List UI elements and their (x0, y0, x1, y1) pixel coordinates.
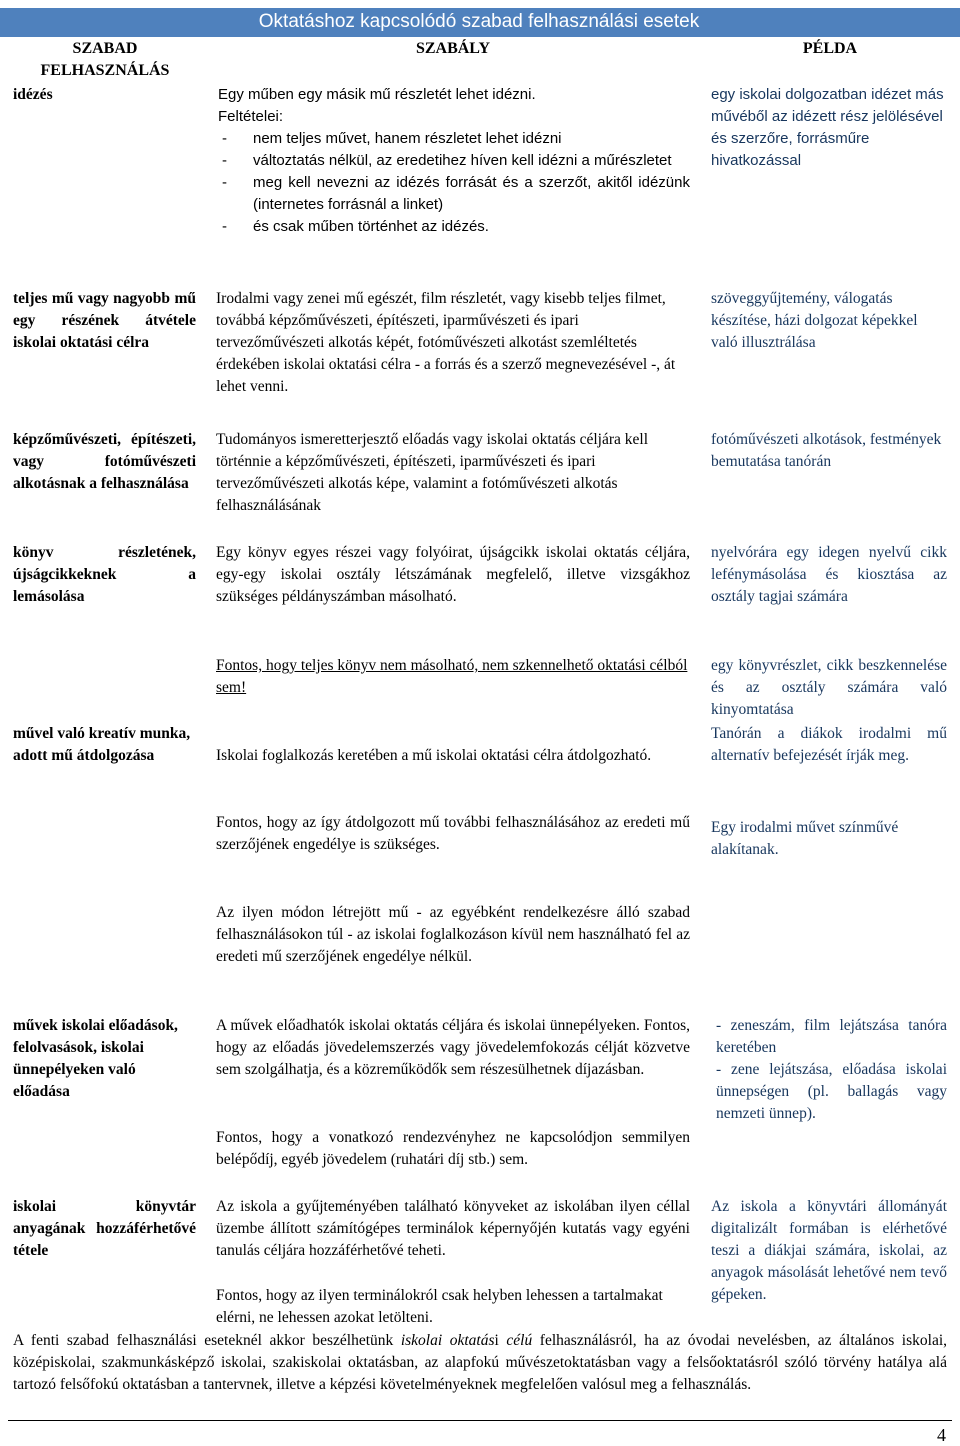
column-header-use: SZABAD FELHASZNÁLÁS (40, 40, 170, 79)
footnote-text: felhasználásról, ha az óvodai nevelésben, az általános iskolai, középiskolai, szakmunkásképző iskolai, szakiskolai oktatásban, az alapfokú művészetoktatásban vagy a felsőoktatásról szóló törvény hatálya alá tartozó felsőfokú oktatásban a tantervnek, illetve a képzési követelményeknek megfelelően valósul meg a felhasználás. (13, 1332, 947, 1393)
rule-whole-work: Irodalmi vagy zenei mű egészét, film részletét, vagy kisebb teljes filmet, továbbá képzőművészeti, építészeti, iparművészeti és ipari tervezőművészeti alkotás képét, fotóművészeti alkotást szemléltetés érdekében iskolai oktatási célra - a forrás és a szerző megnevezésével -, át lehet venni. (216, 290, 676, 395)
use-performance: művek iskolai előadások, felolvasások, iskolai ünnepélyeken való előadása (13, 1017, 178, 1100)
rule-quote-intro: Egy műben egy másik mű részletét lehet idézni. (218, 86, 536, 103)
page-number: 4 (937, 1425, 946, 1445)
use-library: iskolai könyvtár anyagának hozzáférhetővé tétele (13, 1198, 196, 1259)
footnote-text: i (494, 1332, 507, 1349)
example-performance-2: - zene lejátszása, előadása iskolai ünnepségen (pl. ballagás vagy nemzeti ünnep). (716, 1061, 947, 1122)
use-visual-art: képzőművészeti, építészeti, vagy fotóművészeti alkotásnak a felhasználása (13, 431, 196, 492)
use-copying: könyv részletének, újságcikkeknek a lemásolása (13, 544, 196, 605)
rule-creative: Iskolai foglalkozás keretében a mű iskolai oktatási célra átdolgozható. (216, 747, 652, 764)
column-header-example: PÉLDA (802, 40, 858, 57)
rule-library: Az iskola a gyűjteményében található könyveket az iskolában ilyen céllal üzembe állított számítógépes terminálok képernyőjén kutatás vagy egyéni tanulás céljára hozzáférhetővé teheti. (216, 1198, 690, 1259)
rule-creative-note-1: Fontos, hogy az így átdolgozott mű további felhasználásához az eredeti mű szerzőjének engedélye is szükséges. (216, 814, 690, 853)
example-library: Az iskola a könyvtári állományát digitalizált formában is elérhetővé teszi a diákjai számára, iskolai, az anyagok másolását lehetővé nem tevő gépeken. (711, 1198, 947, 1303)
rule-creative-note-2: Az ilyen módon létrejött mű - az egyébként rendelkezésre álló szabad felhasználásokon túl - az iskolai foglalkozáson kívül nem használható fel az eredeti mű szerzőjének engedélye nélkül. (216, 904, 690, 965)
rule-quote-conditions-label: Feltételei: (218, 108, 284, 125)
rule-performance-note: Fontos, hogy a vonatkozó rendezvényhez ne kapcsolódjon semmilyen belépődíj, egyéb jövedelem (ruhatári díj stb.) sem. (216, 1129, 690, 1168)
list-item: - és csak műben történhet az idézés. (216, 216, 690, 238)
example-visual-art: fotóművészeti alkotások, festmények bemutatása tanórán (711, 431, 942, 470)
list-item: - meg kell nevezni az idézés forrását és a szerzőt, akitől idézünk (internetes forrásnál a linket) (216, 172, 690, 216)
example-quote: egy iskolai dolgozatban idézet más művéből az idézett rész jelölésével és szerzőre, forrásműre hivatkozással (711, 86, 944, 169)
use-whole-work: teljes mű vagy nagyobb mű egy részének átvétele iskolai oktatási célra (13, 290, 196, 351)
use-creative: művel való kreatív munka, adott mű átdolgozása (13, 725, 191, 764)
footnote-text: A fenti szabad felhasználási eseteknél akkor beszélhetünk (13, 1332, 401, 1349)
example-copying: nyelvórára egy idegen nyelvű cikk lefénymásolása és kiosztása az osztály tagjai számára (711, 544, 947, 605)
table-title: Oktatáshoz kapcsolódó szabad felhasználási esetek (258, 11, 700, 32)
list-item: - változtatás nélkül, az eredetihez híven kell idézni a műrészletet (216, 150, 690, 172)
list-item: - nem teljes művet, hanem részletet lehet idézni (216, 128, 690, 150)
rule-copying: Egy könyv egyes részei vagy folyóirat, újságcikk iskolai oktatás céljára, egy-egy iskolai osztály létszámának megfelelő, illetve vizsgákhoz szükséges példányszámban másolható. (216, 544, 690, 605)
footnote (13, 1330, 947, 1396)
rule-copying-note: Fontos, hogy teljes könyv nem másolható, nem szkennelhető oktatási célból sem! (216, 657, 688, 696)
example-creative: Tanórán a diákok irodalmi mű alternatív befejezését írják meg. (711, 725, 947, 764)
bottom-divider (8, 1420, 952, 1421)
footnote-italic: iskolai oktatás (400, 1332, 495, 1349)
rule-library-note: Fontos, hogy az ilyen terminálokról csak helyben lehessen a tartalmakat elérni, ne lehessen azokat letölteni. (216, 1287, 663, 1326)
rule-performance: A művek előadhatók iskolai oktatás céljára és iskolai ünnepélyeken. Fontos, hogy az előadás jövedelemszerzés vagy jövedelemfokozás célját közvetve sem szolgálhatja, és a közreműködők sem részesülhetnek díjazásban. (216, 1017, 690, 1078)
example-copying-2: egy könyvrészlet, cikk beszkennelése és az osztály számára való kinyomtatása (711, 657, 947, 718)
rule-quote (216, 84, 690, 238)
example-performance-1: - zeneszám, film lejátszása tanóra keretében (716, 1017, 947, 1056)
rule-visual-art: Tudományos ismeretterjesztő előadás vagy iskolai oktatás céljára kell történnie a képzőművészeti, építészeti, iparművészeti és ipari tervezőművészeti alkotás képe, valamint a fotóművészeti alkotás felhasználásának (216, 431, 649, 514)
example-creative-2: Egy irodalmi művet színművé alakítanak. (711, 819, 899, 858)
column-header-rule: SZABÁLY (415, 40, 491, 57)
example-whole-work: szöveggyűjtemény, válogatás készítése, házi dolgozat képekkel való illusztrálása (711, 290, 918, 351)
use-quote: idézés (13, 86, 53, 103)
footnote-italic: célú (506, 1332, 533, 1349)
